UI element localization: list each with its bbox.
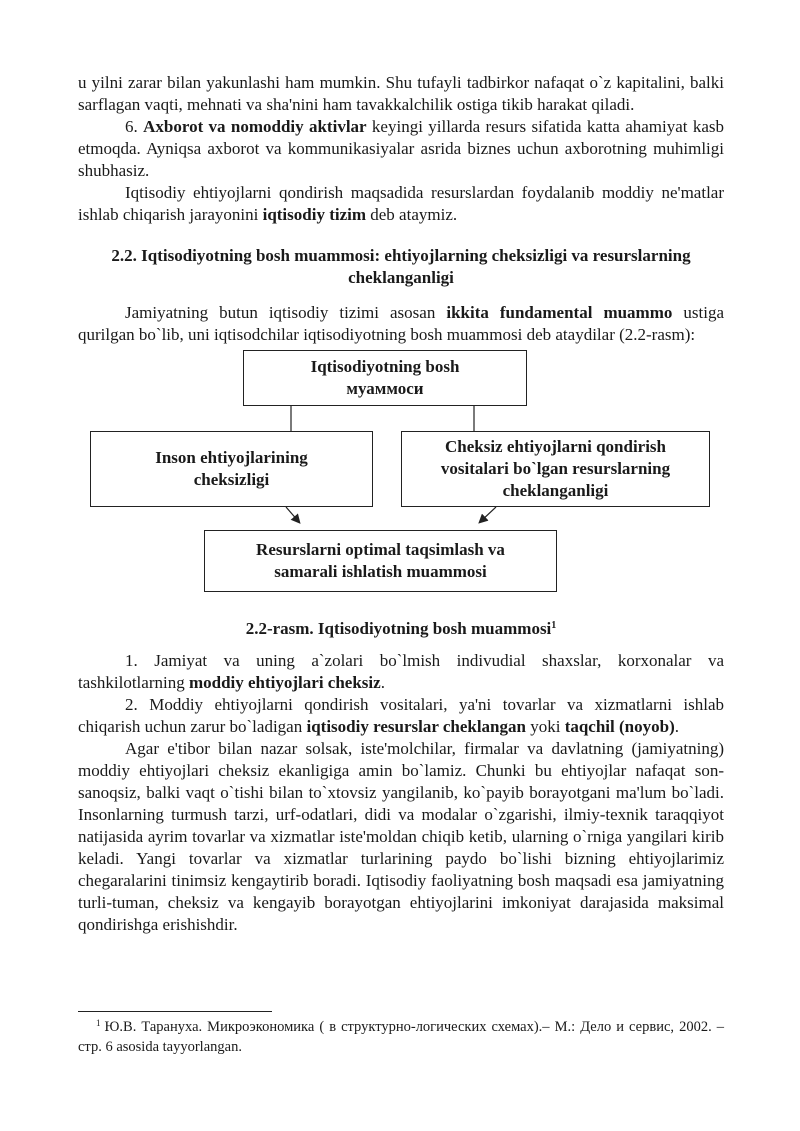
box-text-line: Cheksiz ehtiyojlarni qondirish: [444, 437, 667, 456]
footnote-divider: [78, 1011, 272, 1012]
paragraph-intro: [78, 302, 724, 346]
box-text-line: Resurslarni optimal taqsimlash va: [256, 540, 505, 559]
paragraph-economic-system: [78, 182, 724, 226]
footnote-text: Ю.В. Тарануха. Микроэкономика ( в структурно-логических схемах).– М.: Дело и сервис, 2002. – стр. 6 asosida tayyorlangan.: [78, 1019, 724, 1055]
bold-term: taqchil (noyob): [564, 717, 675, 736]
paragraph-text: 2. Moddiy ehtiyojlarni qondirish vositalari, ya'ni tovarlar va xizmatlarni ishlab chiqarish uchun zarur bo`ladigan: [78, 695, 724, 736]
box-text-line: Iqtisodiyotning bosh: [310, 357, 460, 376]
box-limited-resources: [401, 431, 710, 507]
paragraph-text: deb ataymiz.: [366, 205, 458, 224]
section-heading: [78, 245, 724, 289]
bold-term: Axborot va nomoddiy aktivlar: [143, 117, 367, 136]
bold-term: iqtisodiy tizim: [262, 205, 367, 224]
box-text-line: samarali ishlatish muammosi: [274, 562, 487, 581]
paragraph-text: 1. Jamiyat va uning a`zolari bo`lmish indivudial shaxslar, korxonalar va tashkilotlarning: [78, 651, 724, 692]
paragraph-text: ustiga qurilgan bo`lib, uni iqtisodchilar iqtisodiyotning bosh muammosi deb ataydilar (2.2-rasm):: [78, 303, 725, 344]
paragraph-closing: Agar e'tibor bilan nazar solsak, iste'molchilar, firmalar va davlatning (jamiyatning) moddiy ehtiyojlari cheksiz ekanligiga amin bo`lamiz. Chunki bu ehtiyojlar nafaqat son-sanoqsiz, balki vaqt o`tishi bilan to`xtovsiz yangilanib, ko`payib borayotgani ma'lum bo`ladi. Insonlarning turmush tarzi, urf-odatlari, didi va modalar o`zgarishi, ilmiy-texnik taraqqiyot natijasida ayrim tovarlar va xizmatlar iste'moldan chiqib ketib, ularning o`rniga yangilari kirib keladi. Yangi tovarlar va xizmatlar turlarining paydo bo`lishi bizning ehtiyojlarimiz chegaralarini tinimsiz kengaytirib boradi. Iqtisodiy faoliyatning bosh maqsadi esa jamiyatning turli-tuman, cheksiz va kengayib borayotgan ehtiyojlarini imkoniyat darajasida maksimal qondirishga erishishdir.: [78, 739, 724, 934]
box-text-line: cheklanganligi: [502, 481, 609, 500]
list-item-1: [78, 650, 724, 694]
item-number: 6.: [125, 117, 144, 136]
box-text-line: Inson ehtiyojlarining: [155, 448, 308, 467]
paragraph-text: Iqtisodiy ehtiyojlarni qondirish maqsadida resurslardan foydalanib moddiy ne'matlar ishlab chiqarish jarayonini: [78, 183, 724, 224]
footnote-number: 1: [96, 1018, 101, 1028]
paragraph-continued: u yilni zarar bilan yakunlashi ham mumkin. Shu tufayli tadbirkor nafaqat o`z kapitalini, balki sarflagan vaqti, mehnati va sha'nini ham tavakkalchilik ostiga tikib harakat qiladi.: [78, 73, 724, 114]
box-text-line: cheksizligi: [193, 470, 270, 489]
paragraph-item-6: [78, 116, 724, 182]
bold-term: moddiy ehtiyojlari cheksiz: [188, 673, 381, 692]
box-optimal-allocation: [204, 530, 557, 592]
arrow-left-to-bottom: [286, 507, 299, 522]
figure-caption: [78, 618, 724, 640]
paragraph-text: .: [380, 673, 385, 692]
arrow-right-to-bottom: [480, 507, 496, 522]
list-item-2: [78, 694, 724, 738]
box-text-line: муаммоси: [346, 379, 424, 398]
section-heading-line: cheklanganligi: [348, 268, 454, 287]
box-text-line: vositalari bo`lgan resurslarning: [440, 459, 671, 478]
paragraph-text: yoki: [525, 717, 565, 736]
paragraph-text: Jamiyatning butun iqtisodiy tizimi asosan: [125, 303, 447, 322]
paragraph-text: keyingi yillarda resurs sifatida katta ahamiyat kasb etmoqda. Ayniqsa axborot va kommunikasiyalar asrida biznes uchun axborotning muhimligi shubhasiz.: [78, 117, 724, 180]
diagram-main-problem: [78, 348, 724, 618]
caption-text: 2.2-rasm. Iqtisodiyotning bosh muammosi: [245, 619, 552, 638]
footnote-reference[interactable]: 1: [551, 620, 557, 631]
box-unlimited-needs: [90, 431, 373, 507]
bold-term: ikkita fundamental muammo: [446, 303, 673, 322]
page-body: [78, 72, 724, 936]
bold-term: iqtisodiy resurslar cheklangan: [306, 717, 526, 736]
section-heading-line: 2.2. Iqtisodiyotning bosh muammosi: ehtiyojlarning cheksizligi va resurslarning: [111, 246, 691, 265]
paragraph-text: .: [674, 717, 679, 736]
box-main-problem: [243, 350, 527, 406]
footnote: [78, 1017, 724, 1057]
